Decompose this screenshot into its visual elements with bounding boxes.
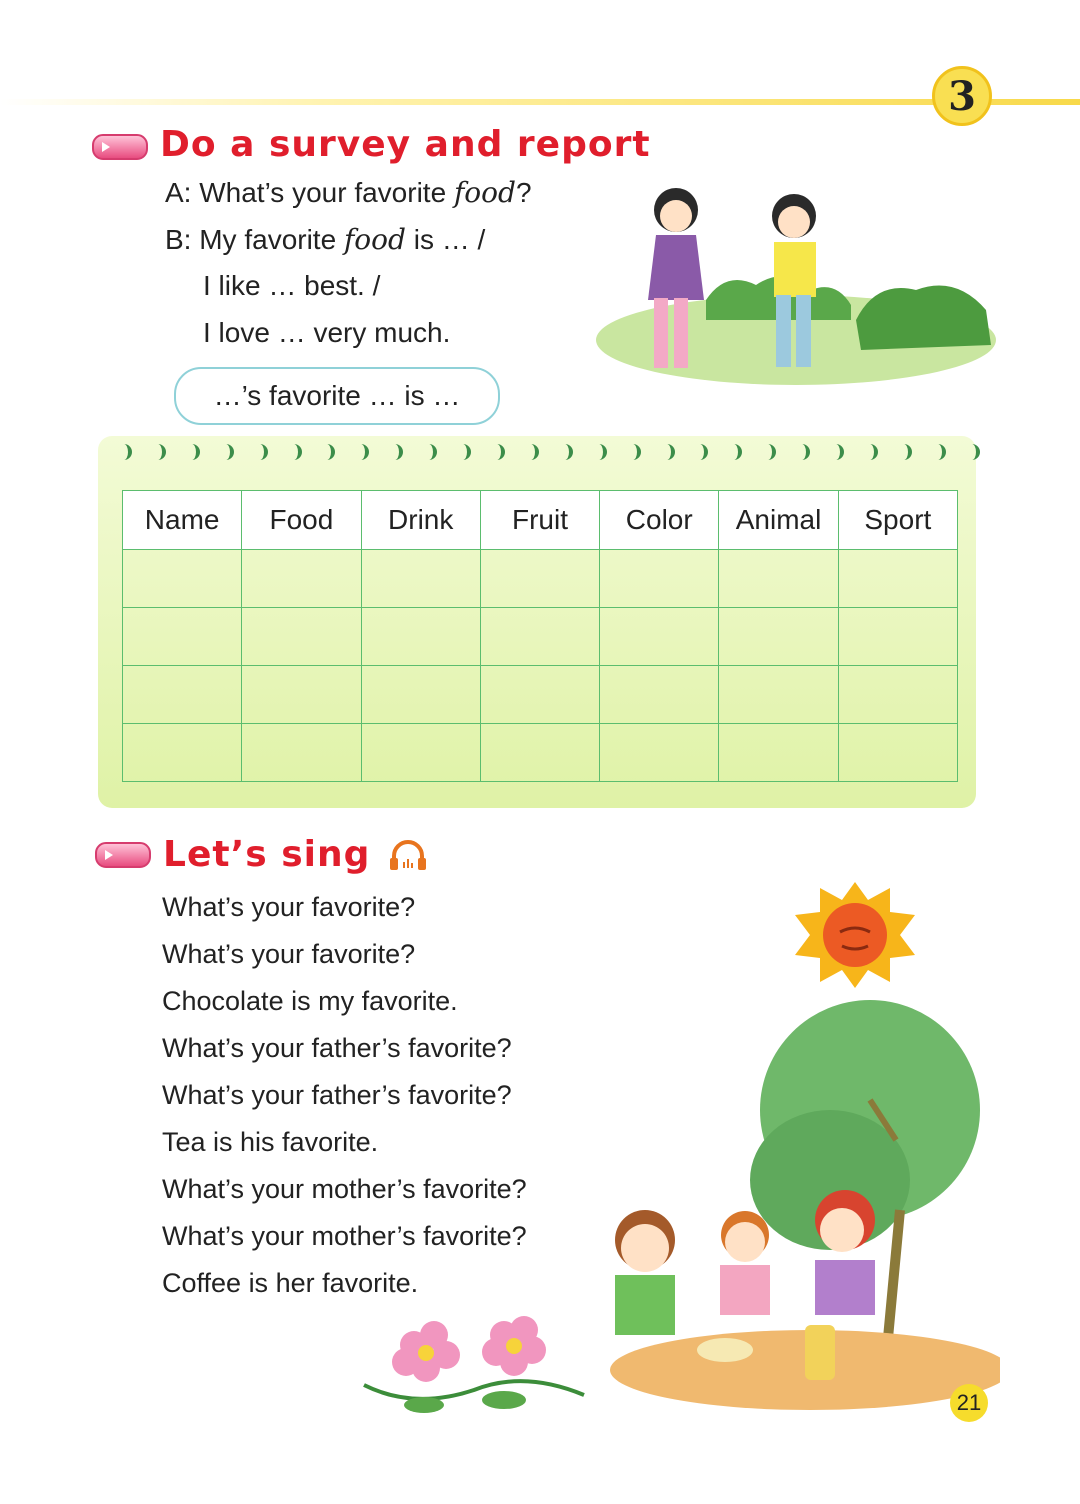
- table-cell[interactable]: [242, 550, 361, 608]
- lyric-line: Chocolate is my favorite.: [162, 986, 458, 1016]
- table-cell[interactable]: [123, 608, 242, 666]
- table-cell[interactable]: [600, 666, 719, 724]
- lyric-line: Coffee is her favorite.: [162, 1268, 419, 1298]
- table-cell[interactable]: [123, 724, 242, 782]
- speech-bubble: …’s favorite … is …: [174, 367, 500, 425]
- table-cell[interactable]: [242, 724, 361, 782]
- table-cell[interactable]: [361, 666, 480, 724]
- table-cell[interactable]: [123, 550, 242, 608]
- table-cell[interactable]: [480, 550, 599, 608]
- column-header-animal: Animal: [719, 491, 838, 550]
- dialogue-line-b2: I like … best. /: [203, 270, 381, 301]
- column-header-color: Color: [600, 491, 719, 550]
- table-cell[interactable]: [480, 608, 599, 666]
- table-cell[interactable]: [242, 666, 361, 724]
- table-cell[interactable]: [719, 666, 838, 724]
- column-header-sport: Sport: [838, 491, 957, 550]
- table-header-row: [123, 491, 958, 550]
- survey-table: [122, 490, 958, 782]
- table-cell[interactable]: [838, 724, 957, 782]
- table-cell[interactable]: [361, 608, 480, 666]
- column-header-fruit: Fruit: [480, 491, 599, 550]
- lyric-line: What’s your father’s favorite?: [162, 1033, 512, 1063]
- table-row: [123, 550, 958, 608]
- table-cell[interactable]: [242, 608, 361, 666]
- lyric-line: What’s your father’s favorite?: [162, 1080, 512, 1110]
- table-cell[interactable]: [361, 550, 480, 608]
- notebook-rings: [120, 444, 980, 468]
- table-cell[interactable]: [719, 608, 838, 666]
- lyric-line: What’s your mother’s favorite?: [162, 1174, 527, 1204]
- table-cell[interactable]: [719, 724, 838, 782]
- kids-interview-illustration: [596, 180, 1006, 390]
- lyric-line: What’s your mother’s favorite?: [162, 1221, 527, 1251]
- dialogue-line-a: A: What’s your favorite food?: [165, 176, 532, 209]
- lyric-line: What’s your favorite?: [162, 892, 416, 922]
- sun-illustration: [790, 880, 920, 990]
- lyric-line: What’s your favorite?: [162, 939, 416, 969]
- table-cell[interactable]: [600, 724, 719, 782]
- table-row: [123, 666, 958, 724]
- section-title-survey: Do a survey and report: [160, 124, 651, 165]
- unit-badge: 3: [932, 66, 992, 126]
- family-picnic-illustration: [580, 990, 1000, 1410]
- column-header-name: Name: [123, 491, 242, 550]
- table-cell[interactable]: [600, 550, 719, 608]
- column-header-food: Food: [242, 491, 361, 550]
- table-cell[interactable]: [600, 608, 719, 666]
- section-marker-icon: [95, 842, 151, 868]
- table-cell[interactable]: [123, 666, 242, 724]
- table-cell[interactable]: [361, 724, 480, 782]
- table-cell[interactable]: [480, 666, 599, 724]
- section-title-sing: Let’s sing: [163, 834, 371, 875]
- header-rule: [0, 99, 1080, 105]
- table-cell[interactable]: [838, 666, 957, 724]
- section-marker-icon: [92, 134, 148, 160]
- dialogue-line-b3: I love … very much.: [203, 317, 451, 348]
- column-header-drink: Drink: [361, 491, 480, 550]
- lyric-line: Tea is his favorite.: [162, 1127, 379, 1157]
- dialogue-line-b: B: My favorite food is … /: [165, 223, 486, 256]
- table-cell[interactable]: [719, 550, 838, 608]
- table-cell[interactable]: [480, 724, 599, 782]
- flower-vine-illustration: [354, 1300, 614, 1430]
- table-cell[interactable]: [838, 608, 957, 666]
- table-row: [123, 724, 958, 782]
- table-cell[interactable]: [838, 550, 957, 608]
- table-row: [123, 608, 958, 666]
- page-number: 21: [950, 1384, 988, 1422]
- headphones-icon[interactable]: [388, 838, 428, 872]
